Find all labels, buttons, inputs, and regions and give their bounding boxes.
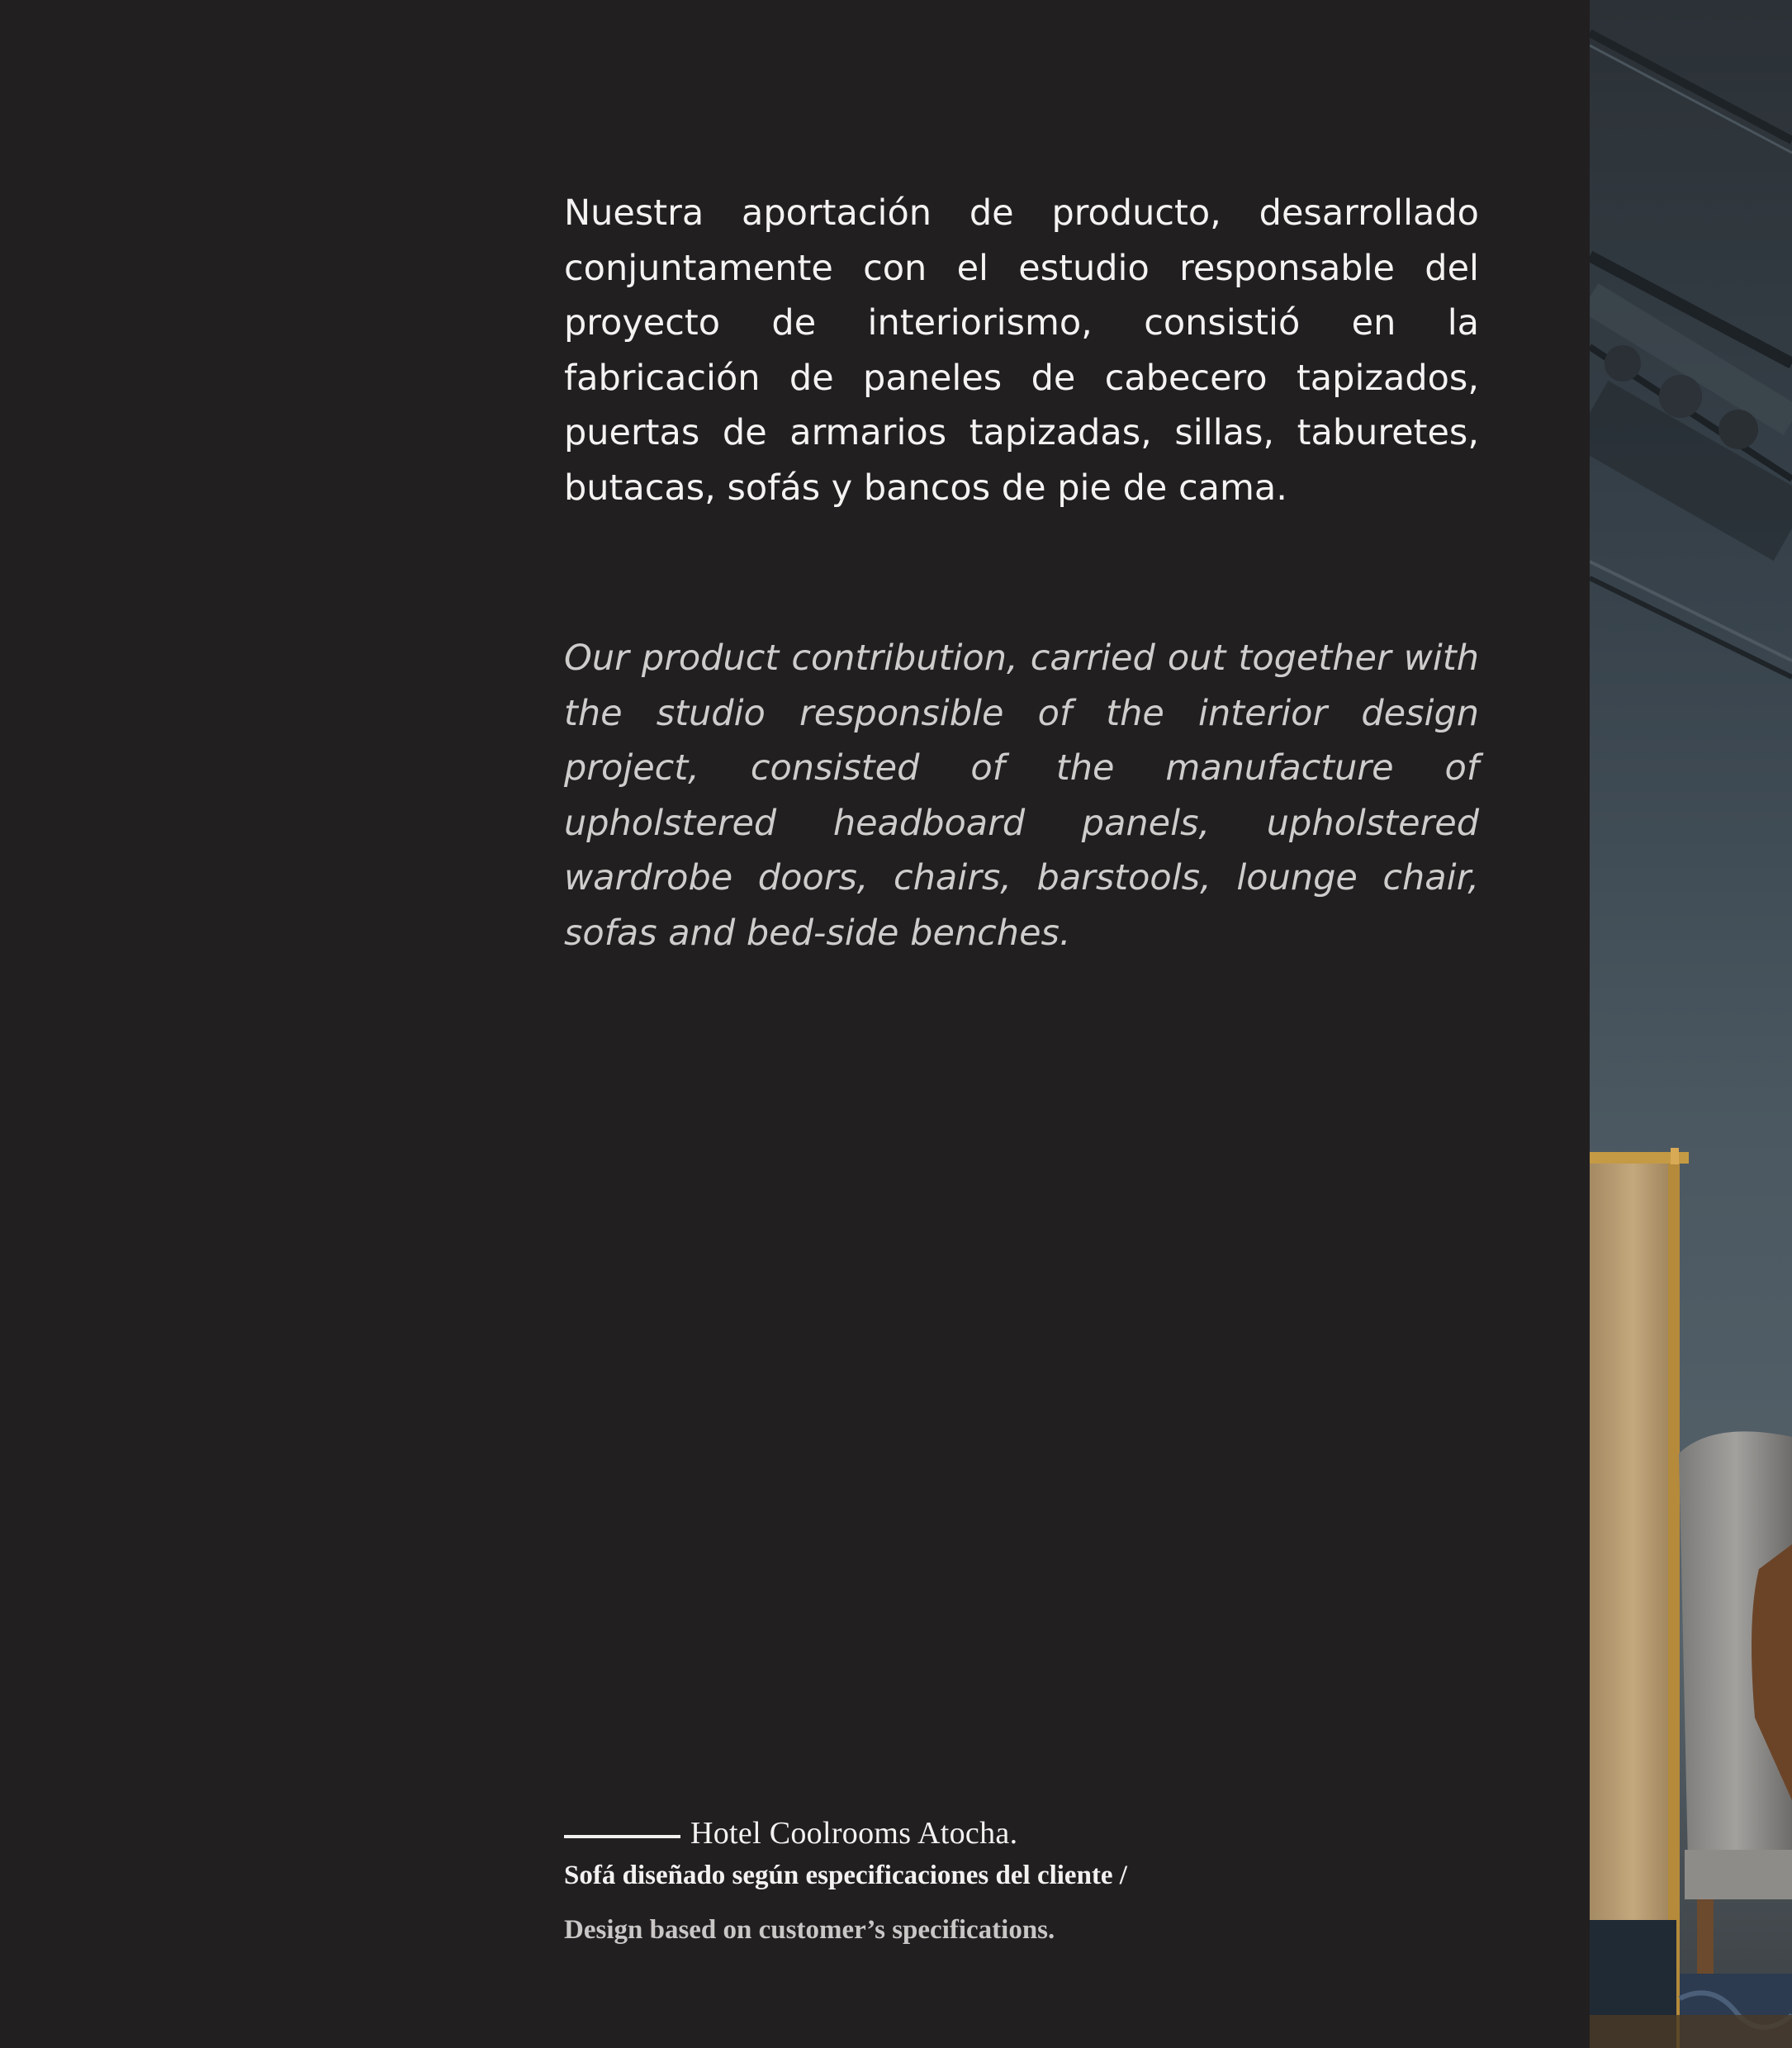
- caption-spanish: Sofá diseñado según especificaciones del cliente /: [564, 1861, 1127, 1890]
- caption-english: Design based on customer’s specifications.: [564, 1915, 1055, 1945]
- hotel-room-photo-icon: [1590, 0, 1792, 2048]
- caption-title: Hotel Coolrooms Atocha.: [690, 1816, 1018, 1851]
- description-english: Our product contribution, carried out together with the studio responsible of the interior design project, consisted of the manufacture of upholstered headboard panels, upholstered wardrobe doors, chairs, barstools, lounge chair, sofas and bed-side benches.: [564, 638, 1479, 954]
- hotel-room-photo: [1590, 0, 1792, 2048]
- photo-caption: [564, 1811, 1307, 1948]
- caption-title-row: [564, 1811, 1307, 1856]
- caption-rule-divider: [564, 1835, 680, 1838]
- description-spanish: Nuestra aportación de producto, desarrollado conjuntamente con el estudio responsable del proyecto de interiorismo, consistió en la fabricación de paneles de cabecero tapizados, puertas de armarios tapizadas, sillas, taburetes, butacas, sofás y bancos de pie de cama.: [564, 192, 1479, 509]
